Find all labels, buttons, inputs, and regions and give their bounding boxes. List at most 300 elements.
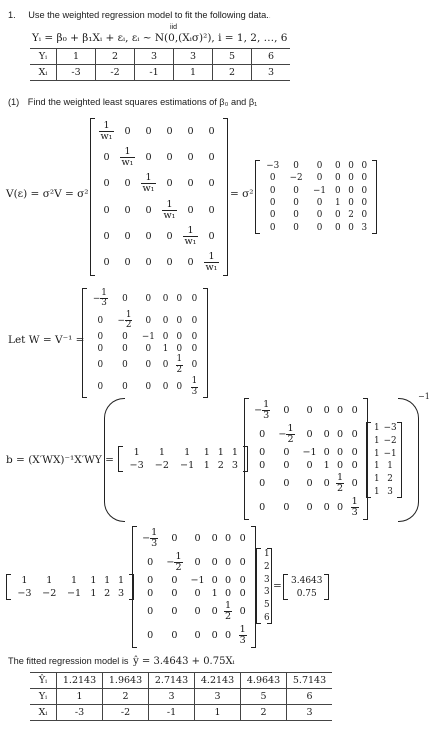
matrix-cell: 0 xyxy=(316,161,323,172)
fitted-table xyxy=(30,672,332,721)
variance-diag-matrix xyxy=(255,160,377,234)
part1-label: (1) xyxy=(8,97,20,107)
matrix-cell xyxy=(159,197,180,223)
matrix-cell: 2 xyxy=(264,561,270,572)
matrix-row xyxy=(372,473,399,486)
matrix-cell: 0 xyxy=(306,502,313,514)
matrix-cell xyxy=(88,288,113,310)
matrix-cell: 0 xyxy=(147,587,154,599)
matrix-cell: 1 xyxy=(217,447,224,458)
table-cell: 3 xyxy=(252,65,291,81)
matrix-cell: 0 xyxy=(293,198,299,209)
matrix-cell: 0 xyxy=(103,257,110,269)
fraction: − $\frac{1}{2}$ xyxy=(278,422,294,445)
row-label: Xᵢ xyxy=(30,705,57,721)
matrix-cell xyxy=(274,422,298,446)
matrix-cell: 0 xyxy=(145,125,152,137)
matrix-cell: 0 xyxy=(124,178,131,190)
matrix-row xyxy=(261,172,371,184)
matrix-row xyxy=(372,485,399,498)
matrix-cell: 0 xyxy=(171,532,178,544)
matrix-cell: 0 xyxy=(208,125,215,137)
matrix-cell: 0 xyxy=(316,198,323,209)
matrix-cell: 0 xyxy=(361,210,368,221)
table-cell: 3 xyxy=(149,689,195,705)
matrix-cell xyxy=(250,398,274,422)
matrix-cell: 0 xyxy=(191,293,198,304)
table-cell: 1 xyxy=(174,65,213,81)
matrix-cell: 1 xyxy=(374,461,380,472)
matrix-cell: 0 xyxy=(194,532,201,544)
table-cell: 1.2143 xyxy=(57,673,103,689)
matrix-cell: 0 xyxy=(224,630,232,642)
matrix-cell: 0 xyxy=(224,575,232,587)
matrix-cell: 0 xyxy=(176,343,183,354)
problem-instruction: Use the weighted regression model to fit the following data. xyxy=(28,10,269,20)
matrix-cell: 0 xyxy=(208,204,215,216)
matrix-cell: 1 xyxy=(90,588,97,599)
matrix-cell: 0 xyxy=(124,230,131,242)
matrix-cell: 0 xyxy=(293,185,299,196)
matrix-cell: 1 xyxy=(203,447,210,458)
matrix-cell: 0 xyxy=(208,230,215,242)
matrix-cell: 0 xyxy=(176,332,183,343)
matrix-cell: −2 xyxy=(289,173,303,184)
matrix-cell: 0 xyxy=(283,447,290,459)
matrix-cell: 0 xyxy=(239,606,246,618)
matrix-row xyxy=(261,197,371,209)
matrix-cell: 0 xyxy=(166,230,173,242)
table-cell: 5 xyxy=(213,49,252,65)
matrix-cell: −1 xyxy=(302,447,317,459)
matrix-cell xyxy=(172,354,187,376)
fraction: $\frac{1}{2}$ xyxy=(176,354,183,375)
left-bracket xyxy=(118,446,123,472)
matrix-cell: 0 xyxy=(316,210,323,221)
matrix-row xyxy=(124,459,242,472)
table-cell: 3 xyxy=(287,705,333,721)
matrix-cell: 0 xyxy=(122,343,128,354)
matrix-cell: 0 xyxy=(122,382,128,393)
matrix-cell: 0 xyxy=(162,382,169,393)
matrix-cell: 0 xyxy=(259,478,266,490)
matrix-row xyxy=(250,459,362,472)
matrix-cell: 0 xyxy=(269,198,276,209)
matrix-row xyxy=(138,550,250,574)
matrix-cell: 0 xyxy=(145,360,152,371)
table-cell: -2 xyxy=(103,705,149,721)
matrix-cell: 0 xyxy=(191,343,198,354)
table-cell: 1 xyxy=(57,49,96,65)
matrix-cell: 0 xyxy=(176,382,183,393)
left-bracket xyxy=(90,118,95,276)
fitted-line xyxy=(8,656,235,669)
matrix-cell: 0 xyxy=(351,447,358,459)
table-cell: 3 xyxy=(174,49,213,65)
inverse-superscript: −1 xyxy=(418,392,430,401)
matrix-cell: 0 xyxy=(124,125,131,137)
matrix-cell: 0 xyxy=(224,532,232,544)
right-bracket xyxy=(203,288,208,398)
table-row xyxy=(30,49,290,65)
matrix-cell: 0 xyxy=(147,606,154,618)
matrix-row xyxy=(138,600,250,624)
matrix-cell: 0 xyxy=(335,161,341,172)
table-cell: 1.9643 xyxy=(103,673,149,689)
matrix-cell: 0 xyxy=(269,222,276,233)
matrix-row xyxy=(261,185,371,197)
matrix-row xyxy=(250,472,362,496)
matrix-cell: 1 xyxy=(231,447,238,458)
matrix-row xyxy=(250,446,362,459)
matrix-cell: 0 xyxy=(323,502,330,514)
table-cell: 3 xyxy=(195,689,241,705)
matrix-cell: 0 xyxy=(211,575,218,587)
matrix-cell: 1 xyxy=(71,575,78,586)
table-cell: 4.2143 xyxy=(195,673,241,689)
matrix-row xyxy=(138,526,250,550)
matrix-row xyxy=(372,460,399,473)
matrix-cell: 0 xyxy=(224,587,232,599)
fitted-equation: ŷ = 3.4643 + 0.75Xᵢ xyxy=(133,656,235,667)
matrix-cell: 1 xyxy=(158,447,165,458)
matrix-cell xyxy=(138,171,159,197)
matrix-cell: 0 xyxy=(171,575,178,587)
matrix-cell: 0 xyxy=(194,606,201,618)
y-vector xyxy=(256,548,272,624)
fraction: $\frac{1}{\text{w₁}}$ xyxy=(184,224,197,247)
matrix-row xyxy=(88,376,202,398)
matrix-cell: 0 xyxy=(259,459,266,471)
matrix-cell: 1 xyxy=(118,575,125,586)
matrix-row xyxy=(88,332,202,343)
part1-text: Find the weighted least squares estimations of β₀ and β₁ xyxy=(27,97,258,107)
matrix-cell: 0 xyxy=(208,151,215,163)
matrix-cell: 0 xyxy=(348,222,354,233)
matrix-cell: 0 xyxy=(283,478,290,490)
matrix-cell: 0 xyxy=(122,293,128,304)
matrix-cell: 0 xyxy=(171,630,178,642)
matrix-row xyxy=(138,574,250,587)
matrix-cell: 1 xyxy=(335,198,341,209)
matrix-row xyxy=(96,250,222,276)
fitted-text: The fitted regression model is xyxy=(8,656,129,666)
matrix-cell xyxy=(117,144,138,170)
matrix-cell: 1 xyxy=(133,447,140,458)
matrix-cell: 2 xyxy=(348,210,354,221)
variance-lhs: V(ε) = σ²V = σ² xyxy=(6,188,89,200)
matrix-cell: 0 xyxy=(145,257,152,269)
table-row xyxy=(30,689,332,705)
matrix-cell: 1 xyxy=(387,461,393,472)
matrix-cell: 0 xyxy=(166,178,173,190)
matrix-cell: 0 xyxy=(351,459,358,471)
matrix-cell: 0 xyxy=(293,222,299,233)
fraction: $\frac{1}{\text{w₁}}$ xyxy=(163,198,176,221)
weight-lhs: Let W = V⁻¹ = xyxy=(8,334,85,346)
matrix-row xyxy=(88,288,202,310)
left-bracket xyxy=(256,548,261,624)
fraction: − $\frac{1}{3}$ xyxy=(92,288,107,309)
weight-matrix-inner-1 xyxy=(244,398,368,520)
matrix-cell xyxy=(333,472,348,496)
matrix-cell: 0 xyxy=(361,185,368,196)
matrix-cell: −1 xyxy=(180,460,195,471)
matrix-row xyxy=(12,574,128,587)
matrix-cell: 0 xyxy=(361,198,368,209)
matrix-row xyxy=(250,398,362,422)
matrix-cell: 2 xyxy=(387,473,393,484)
matrix-cell xyxy=(187,376,202,398)
matrix-cell: 0 xyxy=(323,428,330,440)
matrix-cell xyxy=(162,550,186,574)
matrix-cell: 0 xyxy=(145,204,152,216)
matrix-cell: 0 xyxy=(269,210,276,221)
matrix-cell: 0 xyxy=(122,332,128,343)
matrix-cell: 1 xyxy=(104,575,111,586)
matrix-cell: 0 xyxy=(147,556,154,568)
matrix-cell: 6 xyxy=(264,612,270,623)
matrix-row xyxy=(138,624,250,648)
matrix-cell: 0 xyxy=(335,185,341,196)
matrix-cell: 0 xyxy=(97,332,104,343)
table-cell: -3 xyxy=(57,705,103,721)
table-cell: 2.7143 xyxy=(149,673,195,689)
left-bracket xyxy=(366,422,371,498)
matrix-cell xyxy=(221,600,236,624)
estimator-lhs: b = (X′WX)⁻¹X′WY = xyxy=(6,454,114,466)
matrix-cell: 0 xyxy=(239,575,246,587)
xt-matrix-1 xyxy=(118,446,248,472)
matrix-cell: 3 xyxy=(361,222,368,233)
table-cell: 2 xyxy=(241,705,287,721)
matrix-cell xyxy=(201,250,222,276)
matrix-cell: 0 xyxy=(335,210,341,221)
matrix-cell: 0 xyxy=(97,360,104,371)
matrix-cell: 0 xyxy=(348,198,354,209)
matrix-cell: 0 xyxy=(97,382,104,393)
matrix-cell: 0 xyxy=(293,161,299,172)
fraction: − $\frac{1}{3}$ xyxy=(254,398,270,421)
matrix-row xyxy=(96,118,222,144)
left-bracket xyxy=(255,160,260,234)
matrix-cell: 0 xyxy=(194,630,201,642)
data-table xyxy=(30,48,290,81)
matrix-row xyxy=(88,354,202,376)
fraction: − $\frac{1}{3}$ xyxy=(142,526,158,549)
matrix-row xyxy=(88,343,202,354)
matrix-row xyxy=(372,422,399,435)
left-bracket xyxy=(6,574,11,600)
table-cell: 1 xyxy=(195,705,241,721)
matrix-cell: 0 xyxy=(145,343,152,354)
matrix-cell: −1 xyxy=(141,332,155,343)
matrix-row xyxy=(88,310,202,332)
matrix-cell: 5 xyxy=(264,599,270,610)
matrix-row xyxy=(372,435,399,448)
matrix-row xyxy=(96,171,222,197)
matrix-cell: 0 xyxy=(336,404,344,416)
matrix-cell: 1 xyxy=(211,587,218,599)
matrix-cell: 0 xyxy=(316,173,323,184)
fraction: $\frac{1}{\text{w₁}}$ xyxy=(100,119,113,142)
iid-label: iid xyxy=(170,24,178,31)
table-row xyxy=(30,705,332,721)
matrix-cell: 3.4643 xyxy=(291,575,323,586)
matrix-cell: 0 xyxy=(348,185,354,196)
table-cell: 5.7143 xyxy=(287,673,333,689)
right-bracket xyxy=(372,160,377,234)
matrix-cell: 0 xyxy=(211,532,218,544)
matrix-cell: 0 xyxy=(293,210,299,221)
right-bracket xyxy=(223,118,228,276)
matrix-cell: 0 xyxy=(145,315,152,326)
matrix-cell: 1 xyxy=(374,448,380,459)
matrix-cell: −2 xyxy=(383,435,397,446)
matrix-row xyxy=(289,574,325,587)
matrix-cell: 0 xyxy=(124,204,131,216)
matrix-cell: 0 xyxy=(208,178,215,190)
table-cell: 3 xyxy=(135,49,174,65)
matrix-cell: −1 xyxy=(66,588,82,599)
problem-number: 1. xyxy=(8,10,16,20)
matrix-cell xyxy=(113,310,138,332)
matrix-cell: 0 xyxy=(166,257,173,269)
matrix-cell: 0 xyxy=(269,185,276,196)
matrix-cell: 0 xyxy=(191,360,198,371)
model-equation: Yᵢ = β₀ + β₁Xᵢ + εᵢ, εᵢ ~ N(0,(Xᵢσ)²), i = 1, 2, …, 6 xyxy=(32,32,288,44)
variance-weight-matrix xyxy=(90,118,228,276)
fraction: $\frac{1}{2}$ xyxy=(336,472,344,495)
matrix-cell: 0 xyxy=(124,257,131,269)
matrix-cell: 1 xyxy=(323,459,330,471)
matrix-cell: 0 xyxy=(306,404,313,416)
matrix-cell: 0 xyxy=(187,257,194,269)
matrix-cell: 0 xyxy=(306,478,313,490)
matrix-cell: 0 xyxy=(323,404,330,416)
matrix-cell: 0 xyxy=(336,428,344,440)
fraction: $\frac{1}{\text{w₁}}$ xyxy=(205,251,218,274)
weight-matrix xyxy=(82,288,208,398)
matrix-cell: 1 xyxy=(374,435,380,446)
variance-eq: = σ² xyxy=(230,188,254,200)
row-label: Ŷᵢ xyxy=(30,673,57,689)
matrix-cell: 0 xyxy=(335,222,341,233)
matrix-cell: 1 xyxy=(264,549,270,560)
close-paren xyxy=(398,398,419,522)
matrix-cell: −3 xyxy=(17,588,32,599)
matrix-cell: 0 xyxy=(162,332,169,343)
left-bracket xyxy=(82,288,87,398)
table-cell: -1 xyxy=(149,705,195,721)
matrix-cell: −3 xyxy=(383,423,397,434)
matrix-cell: 0 xyxy=(145,293,152,304)
matrix-cell: −1 xyxy=(383,448,397,459)
matrix-cell: 0 xyxy=(351,428,358,440)
matrix-cell: 0 xyxy=(348,173,354,184)
matrix-cell: 1 xyxy=(184,447,191,458)
matrix-cell: −1 xyxy=(190,575,205,587)
matrix-cell: 0 xyxy=(191,315,198,326)
matrix-cell: 0 xyxy=(103,151,110,163)
matrix-cell: 0 xyxy=(283,459,290,471)
matrix-cell: 1 xyxy=(374,423,380,434)
table-cell: 6 xyxy=(287,689,333,705)
matrix-cell: 0 xyxy=(269,173,276,184)
matrix-cell: 0 xyxy=(97,343,104,354)
matrix-row xyxy=(250,422,362,446)
matrix-cell: −1 xyxy=(313,185,326,196)
matrix-cell: 0 xyxy=(239,532,246,544)
matrix-cell: 0 xyxy=(176,293,183,304)
left-bracket xyxy=(283,574,288,600)
matrix-cell: −3 xyxy=(266,161,280,172)
matrix-cell: 0 xyxy=(361,161,368,172)
table-cell: 2 xyxy=(96,49,135,65)
matrix-cell xyxy=(138,526,162,550)
matrix-cell: 0 xyxy=(122,360,128,371)
matrix-cell: 0 xyxy=(323,478,330,490)
matrix-cell: 0 xyxy=(166,125,173,137)
matrix-row xyxy=(96,197,222,223)
matrix-cell: 0 xyxy=(323,447,330,459)
fraction: $\frac{1}{\text{w₁}}$ xyxy=(121,145,134,168)
matrix-cell: 0 xyxy=(211,630,218,642)
left-bracket xyxy=(132,526,137,648)
table-cell: 6 xyxy=(252,49,291,65)
matrix-cell: 0 xyxy=(283,502,290,514)
x-matrix xyxy=(366,422,402,498)
matrix-cell xyxy=(96,118,117,144)
matrix-cell: 0 xyxy=(103,230,110,242)
matrix-cell: 1 xyxy=(21,575,28,586)
matrix-cell: 0 xyxy=(336,502,344,514)
table-row xyxy=(30,65,290,81)
matrix-cell: 0 xyxy=(351,404,358,416)
matrix-cell: 0 xyxy=(283,404,290,416)
matrix-cell: 1 xyxy=(46,575,53,586)
matrix-cell: 0 xyxy=(145,382,152,393)
xt-matrix-2 xyxy=(6,574,134,600)
matrix-cell: 0 xyxy=(194,556,201,568)
row-label: Yᵢ xyxy=(30,689,57,705)
fraction: $\frac{1}{2}$ xyxy=(224,600,232,623)
matrix-row xyxy=(372,447,399,460)
matrix-cell: 0 xyxy=(336,447,344,459)
result-eq-sign: = xyxy=(273,580,282,592)
matrix-cell: 0 xyxy=(336,459,344,471)
right-bracket xyxy=(267,548,272,624)
fraction: $\frac{1}{\text{w₁}}$ xyxy=(142,172,155,195)
matrix-cell: 0 xyxy=(162,293,169,304)
matrix-cell: 0 xyxy=(162,360,169,371)
result-vector xyxy=(283,574,329,600)
matrix-cell xyxy=(235,624,250,648)
matrix-row xyxy=(96,144,222,170)
matrix-cell: 0.75 xyxy=(296,588,317,599)
matrix-cell: 3 xyxy=(264,574,270,585)
fraction: $\frac{1}{3}$ xyxy=(351,496,358,519)
left-bracket xyxy=(244,398,249,520)
matrix-cell: 0 xyxy=(348,161,354,172)
matrix-row xyxy=(261,160,371,172)
matrix-cell: 0 xyxy=(176,315,183,326)
fraction: − $\frac{1}{2}$ xyxy=(117,310,132,331)
matrix-cell: 3 xyxy=(387,486,393,497)
matrix-cell: −2 xyxy=(42,588,57,599)
table-row xyxy=(30,673,332,689)
matrix-cell: 0 xyxy=(103,204,110,216)
